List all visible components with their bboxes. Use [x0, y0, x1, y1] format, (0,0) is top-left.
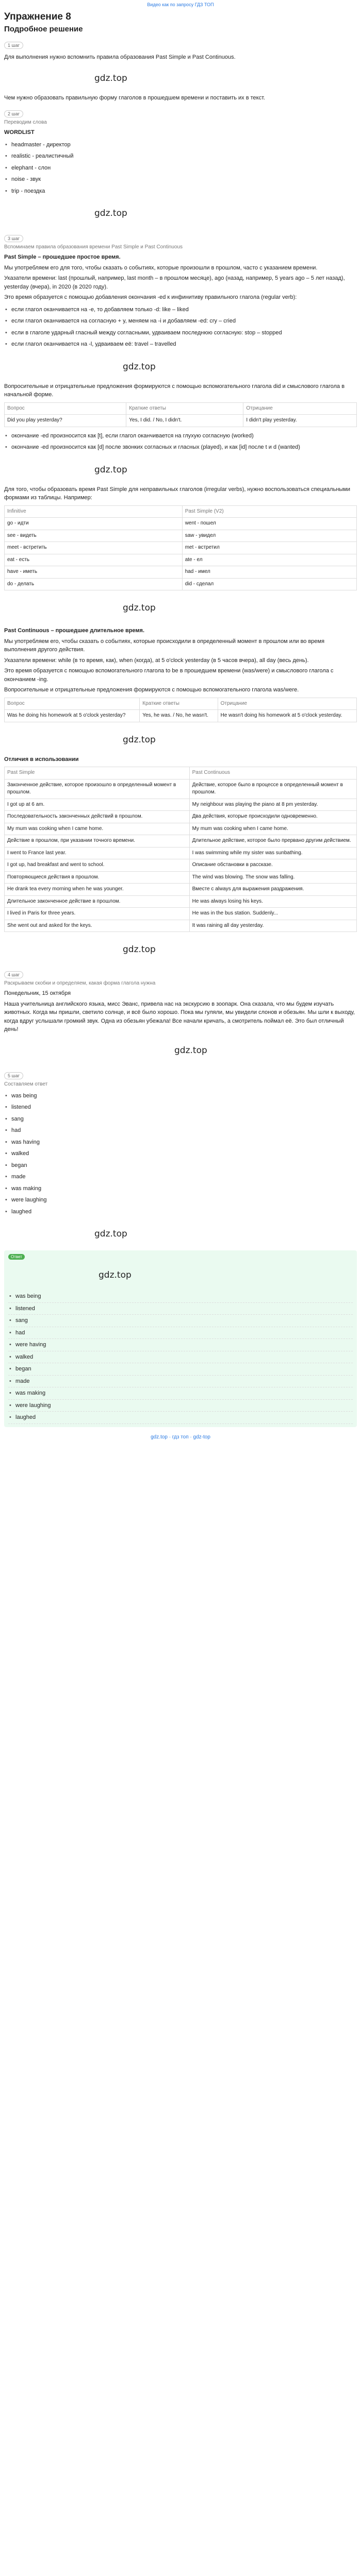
list-item: • were laughing: [8, 1400, 353, 1412]
paragraph: Указатели времени: while (в то время, как), when (когда), at 5 o'clock yesterday (в 5 часов вчера), all day (весь день).: [4, 657, 309, 664]
top-link[interactable]: Видео как по запросу ГДЗ ТОП: [147, 2, 214, 7]
table-cell: I didn't play yesterday.: [243, 415, 357, 427]
list-item: • sang: [8, 1315, 353, 1327]
table-cell: Yes, I did. / No, I didn't.: [126, 415, 243, 427]
table-cell: Was he doing his homework at 5 o'clock yesterday?: [5, 710, 140, 722]
table-cell: My neighbour was playing the piano at 8 pm yesterday.: [189, 799, 356, 811]
table-cell: saw - увидел: [182, 530, 356, 542]
table-cell: meet - встретить: [5, 542, 183, 554]
list-item: • sang: [4, 1113, 357, 1125]
list-item: • had: [4, 1125, 357, 1137]
table-cell: Вместе с always для выражения раздражения.: [189, 884, 356, 896]
watermark: gdz.top: [99, 1270, 132, 1280]
table-cell: Действие в прошлом, при указании точного времени.: [5, 835, 190, 848]
answer-badge: Ответ: [8, 1254, 25, 1260]
table-cell: had - имел: [182, 566, 356, 579]
watermark: gdz.top: [94, 208, 127, 218]
list-item: • listened: [8, 1303, 353, 1315]
watermark: gdz.top: [123, 603, 156, 613]
table-cell: He wasn't doing his homework at 5 o'clock yesterday.: [218, 710, 356, 722]
paragraph: Вопросительные и отрицательные предложения формируются с помощью вспомогательного глагола was/were.: [4, 687, 299, 693]
table-cell: Законченное действие, которое произошло в определенный момент в прошлом.: [5, 779, 190, 799]
table-cell: Действие, которое было в процессе в определенный момент в прошлом.: [189, 779, 356, 799]
step-3: [4, 232, 357, 621]
list-item: • headmaster - директор: [4, 139, 357, 151]
table-cell: He was always losing his keys.: [189, 895, 356, 908]
list-item: • was making: [4, 1183, 357, 1195]
heading: Past Continuous – прошедшее длительное время.: [4, 628, 145, 634]
paragraph: Это время образуется с помощью вспомогательного глагола to be в прошедшем времени (was/were) и смыслового глагола с окончанием -ing.: [4, 668, 334, 683]
table-cell: He drank tea every morning when he was younger.: [5, 884, 190, 896]
pc-forms-table: [4, 698, 357, 722]
list-item: • noise - звук: [4, 174, 357, 185]
watermark: gdz.top: [123, 944, 156, 955]
paragraph: Вопросительные и отрицательные предложения формируются с помощью вспомогательного глагола did и смыслового глагола в начальной форме.: [4, 383, 345, 398]
table-cell: I went to France last year.: [5, 847, 190, 859]
watermark: gdz.top: [123, 734, 156, 745]
step-4: [4, 968, 357, 1064]
table-cell: met - встретил: [182, 542, 356, 554]
step-subtitle: Переводим слова: [4, 120, 47, 125]
heading: Past Simple – прошедшее простое время.: [4, 254, 121, 260]
list-item: • was having: [4, 1137, 357, 1148]
list-item: • realistic - реалистичный: [4, 150, 357, 162]
watermark: gdz.top: [174, 1045, 207, 1056]
table-header: Past Continuous: [189, 767, 356, 779]
list-item: • made: [8, 1376, 353, 1388]
table-cell: Последовательность законченных действий в прошлом.: [5, 811, 190, 823]
step-text: Для выполнения нужно вспомнить правила образования Past Simple и Past Continuous.: [4, 54, 236, 60]
list-item: • began: [8, 1363, 353, 1376]
list-item: • was being: [8, 1291, 353, 1303]
table-cell: Yes, he was. / No, he wasn't.: [140, 710, 218, 722]
table-cell: My mum was cooking when I came home.: [189, 823, 356, 835]
paragraph: Наша учительница английского языка, мисс Эванс, привела нас на экскурсию в зоопарк. Она сказала, что мы будем изучать животных. Когда мы пришли, светило солнце, и всё было хорошо. Пока мы гуляли, мы увидели слонов и обезьян. Мы шли к выходу, когда вдруг услышали громкий звук. Одна из обезьян убежала! Все начали кричать, а смотритель поймал её. Это был отличный день!: [4, 1001, 355, 1032]
list-item: • trip - поездка: [4, 185, 357, 197]
table-header: Infinitive: [5, 505, 183, 518]
list-item: • made: [4, 1171, 357, 1183]
practice-list: [4, 1090, 357, 1218]
table-header: Past Simple (V2): [182, 505, 356, 518]
list-item: • если глагол оканчивается на согласную + y, меняем на -i и добавляем -ed: cry – cried: [4, 315, 357, 327]
list-item: • were having: [8, 1339, 353, 1351]
step-subtitle: Раскрываем скобки и определяем, какая форма глагола нужна: [4, 980, 156, 986]
table-cell: ate - ел: [182, 554, 356, 566]
list-item: • если глагол оканчивается на -e, то добавляем только -d: like – liked: [4, 304, 357, 316]
table-cell: I was swimming while my sister was sunbathing.: [189, 847, 356, 859]
step-badge: 3 шаг: [4, 235, 23, 242]
table-header: Вопрос: [5, 698, 140, 710]
table-cell: did - сделал: [182, 578, 356, 590]
table-cell: see - видеть: [5, 530, 183, 542]
list-item: • elephant - слон: [4, 162, 357, 174]
answer-block: [4, 1250, 357, 1427]
paragraph: Это время образуется с помощью добавления окончания -ed к инфинитиву правильного глагола (regular verb):: [4, 294, 297, 300]
list-item: • если глагол оканчивается на -l, удваиваем её: travel – travelled: [4, 338, 357, 350]
page-title: Упражнение 8: [4, 11, 71, 22]
list-item: • were laughing: [4, 1194, 357, 1206]
table-cell: Длительное действие, которое было прервано другим действием.: [189, 835, 356, 848]
step-text: Чем нужно образовать правильную форму глаголов в прошедшем времени и поставить их в текст.: [4, 94, 265, 101]
table-cell: Повторяющиеся действия в прошлом.: [5, 871, 190, 884]
table-cell: eat - есть: [5, 554, 183, 566]
list-item: • began: [4, 1160, 357, 1172]
table-cell: She went out and asked for the keys.: [5, 920, 190, 932]
table-header: Past Simple: [5, 767, 190, 779]
table-cell: go - идти: [5, 518, 183, 530]
list-item: • walked: [8, 1351, 353, 1364]
list-item: • was making: [8, 1387, 353, 1400]
wordlist-title: WORDLIST: [4, 129, 35, 135]
table-cell: I lived in Paris for three years.: [5, 908, 190, 920]
step-1: [4, 39, 357, 102]
table-cell: It was raining all day yesterday.: [189, 920, 356, 932]
list-item: • laughed: [4, 1206, 357, 1218]
watermark: gdz.top: [123, 361, 156, 372]
table-cell: I got up at 6 am.: [5, 799, 190, 811]
table-header: Отрицание: [218, 698, 356, 710]
forms-table: [4, 402, 357, 427]
paragraph: Понедельник, 15 октября: [4, 990, 71, 996]
footer-links[interactable]: gdz.top · гдз топ · gdz-top: [151, 1434, 210, 1440]
table-cell: have - иметь: [5, 566, 183, 579]
step-badge: 2 шаг: [4, 110, 23, 117]
compare-table: [4, 767, 357, 932]
table-cell: I got up, had breakfast and went to school.: [5, 859, 190, 872]
paragraph: Указатели времени: last (прошлый, например, last month – в прошлом месяце), ago (назад, например, 5 years ago – 5 лет назад), yesterday (вчера), in 2020 (в 2020 году).: [4, 275, 345, 290]
table-header: Краткие ответы: [126, 402, 243, 415]
table-cell: The wind was blowing. The snow was falling.: [189, 871, 356, 884]
rules-list: [4, 304, 357, 350]
table-cell: Описание обстановки в рассказе.: [189, 859, 356, 872]
watermark: gdz.top: [94, 464, 127, 475]
past-continuous-section: [4, 626, 357, 963]
table-cell: My mum was cooking when I came home.: [5, 823, 190, 835]
list-item: • окончание -ed произносится как [d] после звонких согласных и гласных (played), и как [id] после t и d (wanted): [4, 442, 357, 453]
table-cell: Did you play yesterday?: [5, 415, 126, 427]
list-item: • walked: [4, 1148, 357, 1160]
step-2: [4, 107, 357, 227]
watermark: gdz.top: [94, 1229, 127, 1239]
table-cell: Два действия, которые происходили одновременно.: [189, 811, 356, 823]
list-item: • laughed: [8, 1412, 353, 1424]
paragraph: Мы употребляем его, чтобы сказать о событиях, которые происходили в определенный момент в прошлом или во время выполнения другого действия.: [4, 638, 325, 653]
step-subtitle: Составляем ответ: [4, 1081, 48, 1087]
list-item: • listened: [4, 1101, 357, 1113]
step-5: [4, 1069, 357, 1248]
table-header: Краткие ответы: [140, 698, 218, 710]
heading: Отличия в использовании: [4, 756, 79, 762]
table-cell: do - делать: [5, 578, 183, 590]
list-item: • had: [8, 1327, 353, 1340]
table-cell: went - пошел: [182, 518, 356, 530]
table-header: Отрицание: [243, 402, 357, 415]
watermark: gdz.top: [94, 73, 127, 83]
paragraph: Мы употребляем его для того, чтобы сказать о событиях, которые произошли в прошлом, часто с указанием времени.: [4, 264, 318, 271]
list-item: • если в глаголе ударный гласный между согласными, удваиваем последнюю согласную: stop – stopped: [4, 327, 357, 339]
wordlist: [4, 139, 357, 197]
table-cell: He was in the bus station. Suddenly...: [189, 908, 356, 920]
paragraph: Для того, чтобы образовать время Past Simple для неправильных глаголов (irregular verbs), нужно воспользоваться специальными формами из таблицы. Например:: [4, 486, 351, 501]
section-title: Подробное решение: [4, 25, 83, 33]
verbs-table: [4, 505, 357, 591]
step-badge: 5 шаг: [4, 1072, 23, 1079]
step-badge: 4 шаг: [4, 971, 23, 978]
answer-list: [8, 1291, 353, 1424]
list-item: • was being: [4, 1090, 357, 1102]
step-subtitle: Вспоминаем правила образования времени Past Simple и Past Continuous: [4, 244, 183, 250]
notes-list: [4, 430, 357, 453]
step-badge: 1 шаг: [4, 42, 23, 49]
table-header: Вопрос: [5, 402, 126, 415]
list-item: • окончание -ed произносится как [t], если глагол оканчивается на глухую согласную (worked): [4, 430, 357, 442]
table-cell: Длительное законченное действие в прошлом.: [5, 895, 190, 908]
